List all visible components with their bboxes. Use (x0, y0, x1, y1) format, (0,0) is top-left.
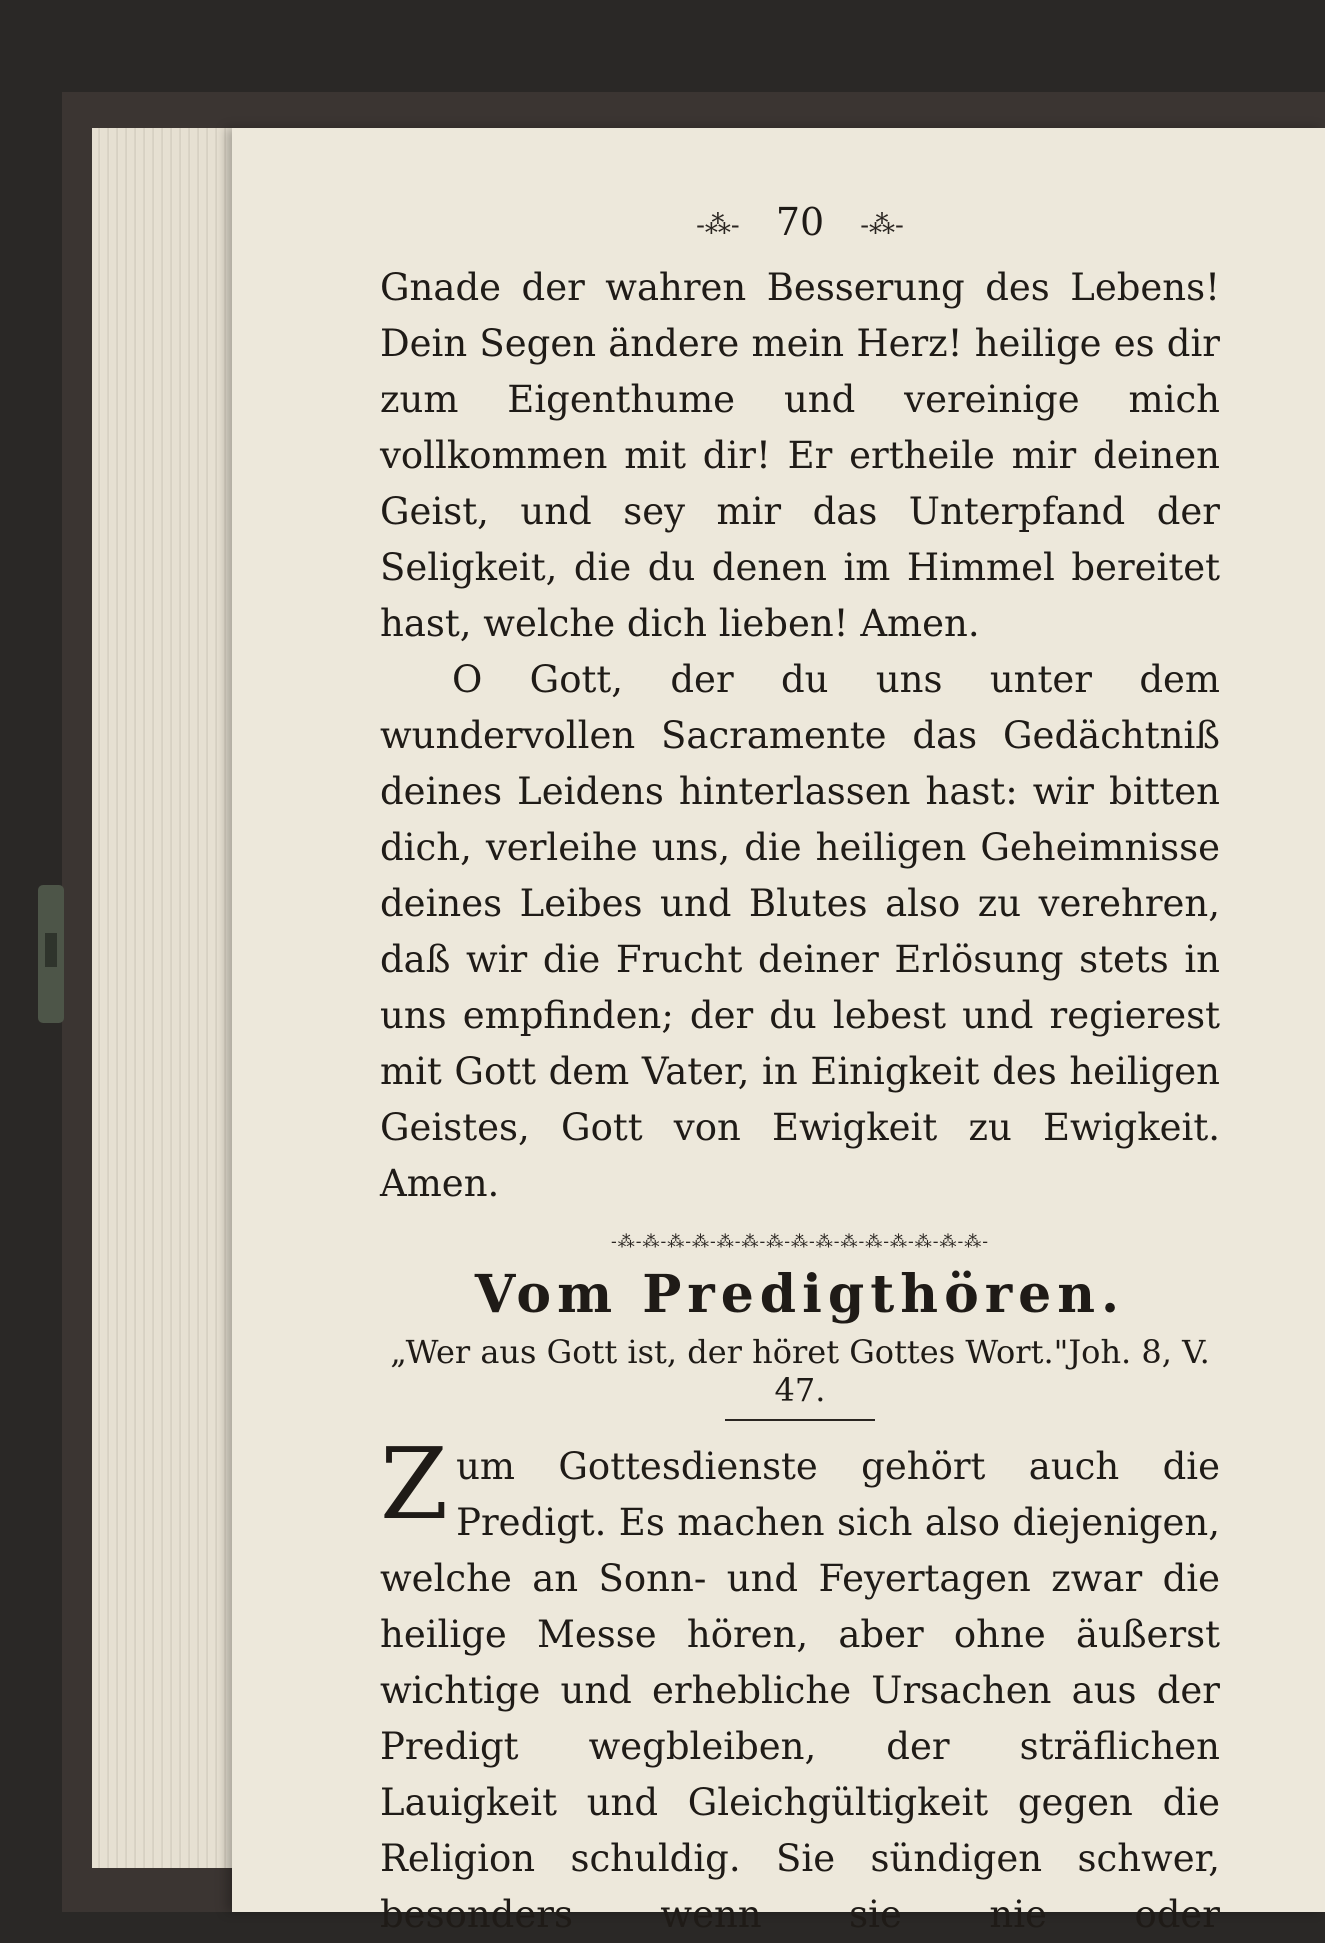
section-body (380, 1428, 1220, 1943)
short-divider (725, 1419, 875, 1421)
prayer-end-paragraph: Gnade der wahren Besserung des Lebens! Dein Segen ändere mein Herz! heilige es dir zum Eigenthume und vereinige mich vollkommen mit dir! Er ertheile mir deinen Geist, und sey mir das Unterpfand der Seligkeit, die du denen im Himmel bereitet hast, welche dich lieben! Amen. (380, 266, 1220, 645)
header-ornament-left: -⁂- (696, 210, 740, 241)
section-title: Vom Predigthören. (474, 1264, 1126, 1325)
section-quote: „Wer aus Gott ist, der höret Gottes Wort."Joh. 8, V. 47. (390, 1333, 1210, 1409)
prayer-two-paragraph: O Gott, der du uns unter dem wundervollen Sacramente das Gedächtniß deines Leidens hinterlassen hast: wir bitten dich, verleihe uns, die heiligen Geheimnisse deines Leibes und Blutes also zu verehren, daß wir die Frucht deiner Erlösung stets in uns empfinden; der du lebest und regierest mit Gott dem Vater, in Einigkeit des heiligen Geistes, Gott von Ewigkeit zu Ewigkeit. Amen. (380, 658, 1220, 1205)
header-ornament-right: -⁂- (860, 210, 904, 241)
ornamental-divider: -⁂-⁂-⁂-⁂-⁂-⁂-⁂-⁂-⁂-⁂-⁂-⁂-⁂-⁂-⁂- (611, 1232, 989, 1248)
page-header (380, 200, 1220, 250)
drop-cap: Z (380, 1428, 449, 1542)
page-content (380, 200, 1220, 1943)
book-clasp (38, 885, 64, 1023)
section-body-text: um Gottesdienste gehört auch die Predigt. Es machen sich also diejenigen, welche an Sonn- und Feyertagen zwar die heilige Messe hören, aber ohne äußerst wichtige und erhebliche Ursachen aus der Predigt wegbleiben, der sträflichen Lauigkeit und Gleichgültigkeit gegen die Religion schuldig. Sie sündigen schwer, besonders wenn sie nie oder (380, 1445, 1220, 1936)
page-number: 70 (775, 200, 825, 244)
